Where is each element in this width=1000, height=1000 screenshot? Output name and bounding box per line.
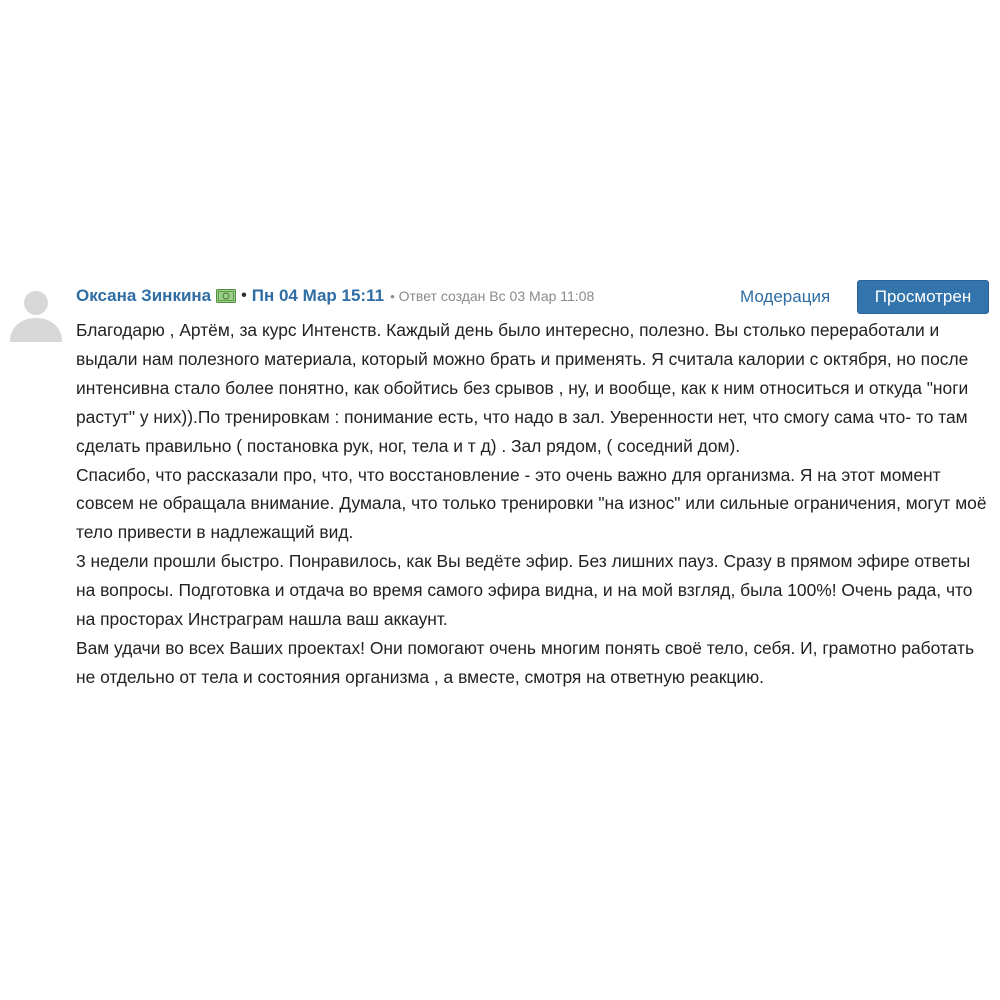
author-name[interactable]: Оксана Зинкина [76,286,212,305]
answer-created-timestamp: Ответ создан Вс 03 Мар 11:08 [398,288,595,304]
money-bill-icon [216,289,236,303]
viewed-button[interactable]: Просмотрен [857,280,989,314]
moderation-link[interactable]: Модерация [740,287,831,306]
separator-dot: • [241,287,247,304]
comment-header [76,284,594,308]
comment-body [76,316,992,692]
comment-paragraph: 3 недели прошли быстро. Понравилось, как Вы ведёте эфир. Без лишних пауз. Сразу в прямом эфире ответы на вопросы. Подготовка и отдача во время самого эфира видна, и на мой взгляд, была 100%! Очень рада, что на просторах Инстраграм нашла ваш аккаунт. [76,551,973,630]
comment-paragraph: Благодарю , Артём, за курс Интенств. Каждый день было интересно, полезно. Вы столько переработали и выдали нам полезного материала, который можно брать и применять. Я считала калории с октября, но после интенсивна стало более понятно, как обойтись без срывов , ну, и вообще, как к ним относиться и откуда "ноги растут" у них)).По тренировкам : понимание есть, что надо в зал. Уверенности нет, что смогу сама что- то там сделать правильно ( постановка рук, ног, тела и т д) . Зал рядом, ( соседний дом). [76,320,969,456]
comment-date[interactable]: Пн 04 Мар 15:11 [251,286,385,305]
comment-paragraph: Спасибо, что рассказали про, что, что восстановление - это очень важно для организма. Я на этот момент совсем не обращала внимание. Думала, что только тренировки "на износ" или сильные ограничения, могут моё тело привести в надлежащий вид. [76,464,987,543]
separator-dot-small: • [390,288,395,304]
avatar-placeholder-icon[interactable] [6,282,66,342]
comment-paragraph: Вам удачи во всех Ваших проектах! Они помогают очень многим понять своё тело, себя. И, грамотно работать не отдельно от тела и состояния организма , а вместе, смотря на ответную реакцию. [76,637,975,687]
